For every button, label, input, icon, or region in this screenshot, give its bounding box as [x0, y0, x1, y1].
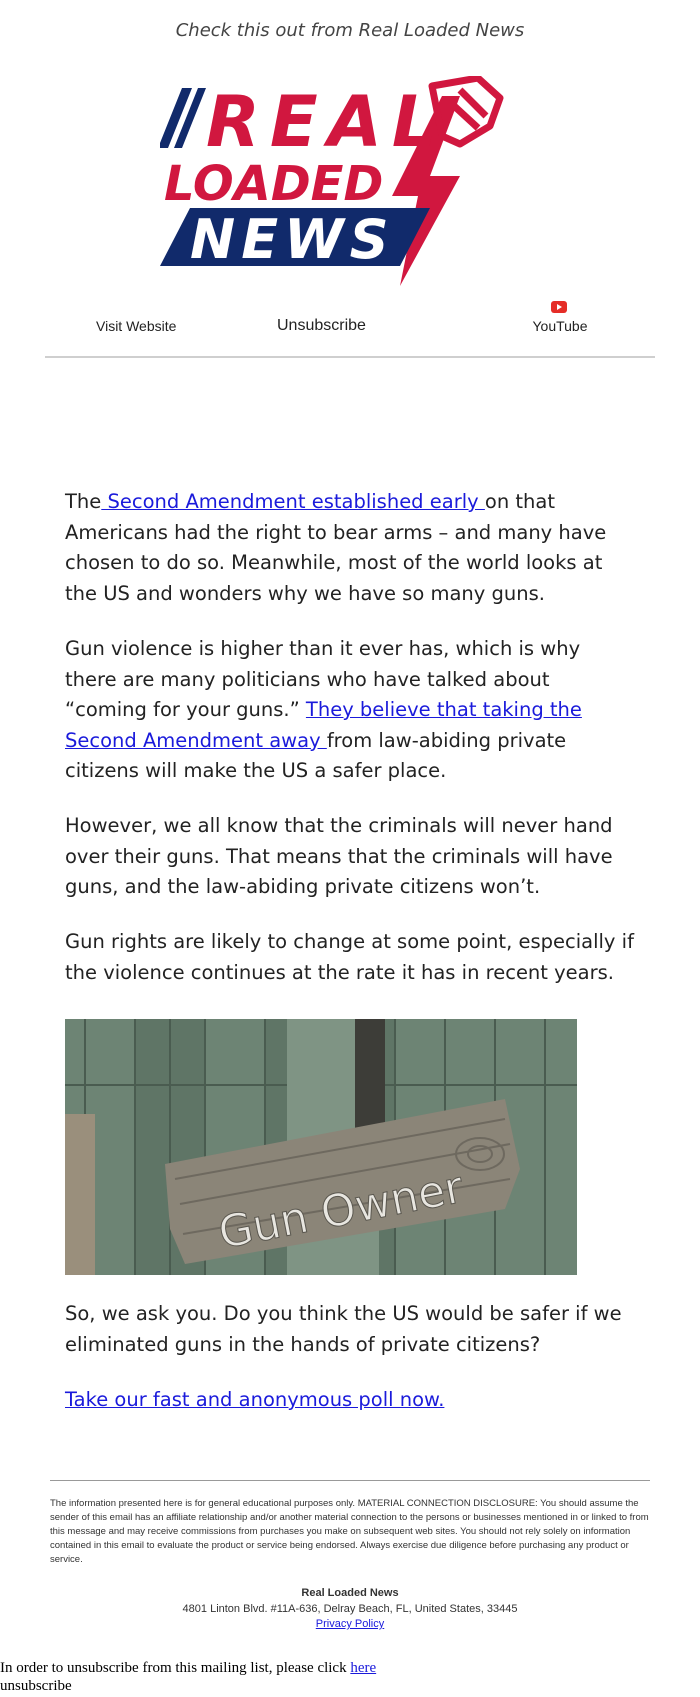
- sign-text: Gun Owner: [214, 1161, 468, 1260]
- article-paragraph-1: The Second Amendment established early on that Americans had the right to bear arms – and many have chosen to do so. Meanwhile, most of the world looks at the US and wonders why we have so many guns.: [65, 490, 607, 605]
- unsubscribe-notice: In order to unsubscribe from this mailing list, please click here: [0, 1660, 377, 1676]
- header-divider: [45, 356, 655, 358]
- logo-line3: NEWS: [190, 208, 395, 271]
- article-paragraph-3: However, we all know that the criminals will never hand over their guns. That means that the criminals will have guns, and the law-abiding private citizens won’t.: [65, 814, 613, 898]
- second-amendment-link[interactable]: Second Amendment established early: [101, 490, 485, 513]
- disclaimer-text: The information presented here is for general educational purposes only. MATERIAL CONNECTION DISCLOSURE: You should assume the sender of this email has an affiliate relationship and/or another material connection to the persons or businesses mentioned in or linked to from this message and may receive commissions from purchases you make on subsequent web sites. You should not rely solely on information contained in this email to evaluate the product or service being endorsed. Always exercise due diligence before purchasing any product or service.: [50, 1498, 649, 1565]
- unsubscribe-word: unsubscribe: [0, 1678, 72, 1694]
- logo-line2: LOADED: [164, 156, 384, 212]
- real-loaded-news-logo[interactable]: [160, 76, 530, 291]
- unsubscribe-link[interactable]: Unsubscribe: [277, 317, 366, 334]
- gun-owner-sign-image: [65, 1019, 577, 1275]
- poll-paragraph: [65, 1385, 635, 1416]
- unsubscribe-here-link[interactable]: here: [350, 1660, 377, 1676]
- second-amendment-away-link[interactable]: They believe that taking the Second Amendment away: [65, 698, 582, 752]
- footer-address: 4801 Linton Blvd. #11A-636, Delray Beach, FL, United States, 33445: [182, 1603, 518, 1615]
- article-paragraph-4: Gun rights are likely to change at some point, especially if the violence continues at the rate it has in recent years.: [65, 930, 634, 984]
- footer-privacy: [0, 1618, 700, 1630]
- footer-company: Real Loaded News: [301, 1587, 399, 1599]
- footer-divider: [50, 1480, 650, 1481]
- visit-website-link[interactable]: Visit Website: [96, 318, 177, 334]
- privacy-policy-link[interactable]: Privacy Policy: [315, 1618, 385, 1630]
- article-paragraph-5: So, we ask you. Do you think the US would be safer if we eliminated guns in the hands of private citizens?: [65, 1302, 622, 1356]
- logo-line1: REAL: [206, 81, 447, 163]
- youtube-icon[interactable]: [551, 301, 567, 313]
- youtube-link[interactable]: YouTube: [532, 318, 588, 334]
- article-paragraph-2: Gun violence is higher than it ever has, which is why there are many politicians who have talked about “coming for your guns.” They believe that taking the Second Amendment away from law-abiding private citizens will make the US a safer place.: [65, 637, 582, 782]
- poll-link[interactable]: Take our fast and anonymous poll now.: [65, 1388, 445, 1411]
- header-note: Check this out from Real Loaded News: [175, 20, 525, 41]
